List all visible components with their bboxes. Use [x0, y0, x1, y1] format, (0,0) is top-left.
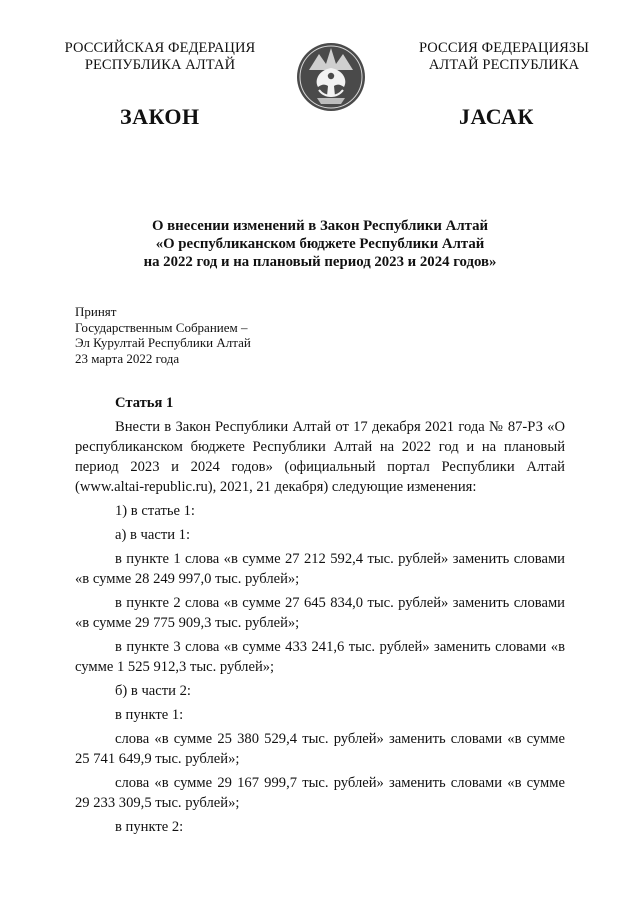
- adoption-line2: Государственным Собранием –: [75, 319, 248, 335]
- law-word-russian: ЗАКОН: [120, 104, 200, 129]
- header-left-block: [40, 40, 280, 74]
- law-title-line1: О внесении изменений в Закон Республики Алтай: [151, 218, 489, 234]
- coat-of-arms-icon: [295, 40, 367, 114]
- replace-sum-paragraph-2: слова «в сумме 29 167 999,7 тыс. рублей» заменить словами «в сумме 29 233 309,5 тыс. рублей»;: [75, 775, 565, 811]
- adoption-note: [75, 304, 335, 366]
- article-body: [75, 393, 565, 837]
- point-3-paragraph: в пункте 3 слова «в сумме 433 241,6 тыс. рублей» заменить словами «в сумме 1 525 912,3 тыс. рублей»;: [75, 639, 565, 675]
- article-intro-paragraph: Внести в Закон Республики Алтай от 17 декабря 2021 года № 87-РЗ «О республиканском бюджете Республики Алтай на 2022 год и на плановый период 2023 и 2024 годов» (официальный портал Республики Алтай (www.altai-republic.ru), 2021, 21 декабря) следующие изменения:: [75, 419, 565, 495]
- item-1-line: 1) в статье 1:: [115, 503, 195, 519]
- adoption-line3: Эл Курултай Республики Алтай: [75, 335, 251, 350]
- part-a-line: а) в части 1:: [115, 527, 191, 543]
- point-2-paragraph: в пункте 2 слова «в сумме 27 645 834,0 тыс. рублей» заменить словами «в сумме 29 775 909,3 тыс. рублей»;: [75, 595, 565, 631]
- part-b-point-1-line: в пункте 1:: [115, 707, 184, 723]
- header-right-line1: РОССИЯ ФЕДЕРАЦИЯЗЫ: [418, 40, 590, 56]
- law-title: [60, 217, 580, 271]
- header-right-block: [384, 40, 624, 74]
- law-title-line2: «О республиканском бюджете Республики Алтай: [155, 236, 485, 252]
- article-heading: Статья 1: [115, 395, 174, 411]
- part-b-line: б) в части 2:: [115, 683, 191, 699]
- header-left-line1: РОССИЙСКАЯ ФЕДЕРАЦИЯ: [64, 40, 256, 56]
- replace-sum-paragraph-1: слова «в сумме 25 380 529,4 тыс. рублей» заменить словами «в сумме 25 741 649,9 тыс. рублей»;: [75, 731, 565, 767]
- point-1-paragraph: в пункте 1 слова «в сумме 27 212 592,4 тыс. рублей» заменить словами «в сумме 28 249 997,0 тыс. рублей»;: [75, 551, 565, 587]
- header-right-line2: АЛТАЙ РЕСПУБЛИКА: [428, 57, 580, 73]
- part-b-point-2-line: в пункте 2:: [115, 819, 184, 835]
- law-word-altai: JАСАК: [459, 104, 534, 129]
- header-left-line2: РЕСПУБЛИКА АЛТАЙ: [84, 57, 236, 73]
- law-title-line3: на 2022 год и на плановый период 2023 и 2024 годов»: [143, 254, 497, 270]
- adoption-line1: Принят: [75, 304, 117, 319]
- adoption-date: 23 марта 2022 года: [75, 350, 180, 366]
